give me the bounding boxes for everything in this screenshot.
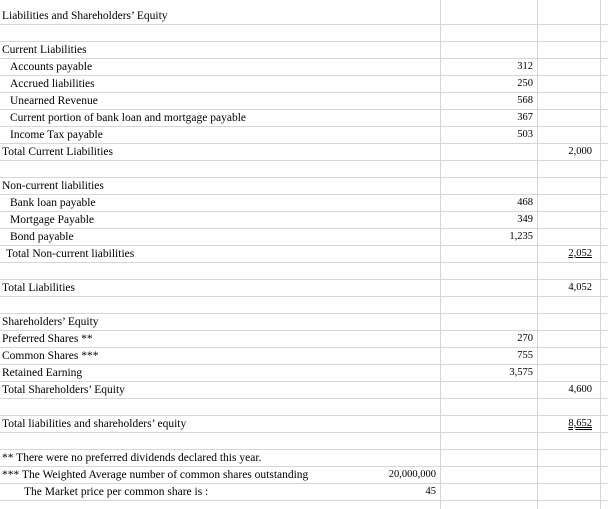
row-label[interactable]: Common Shares *** <box>2 350 99 362</box>
row-label[interactable]: Preferred Shares ** <box>2 333 93 345</box>
sheet-row[interactable] <box>0 399 608 416</box>
sheet-row[interactable] <box>0 467 608 484</box>
sheet-row[interactable] <box>0 484 608 501</box>
sheet-row[interactable] <box>0 416 608 433</box>
total-cell[interactable]: 2,000 <box>568 146 592 157</box>
total-cell[interactable]: 4,052 <box>568 282 592 293</box>
row-label[interactable]: Accounts payable <box>10 61 93 73</box>
sheet-row[interactable] <box>0 8 608 25</box>
row-label[interactable]: Shareholders’ Equity <box>2 316 99 328</box>
amount-cell[interactable]: 468 <box>517 197 533 208</box>
row-label[interactable]: Current portion of bank loan and mortgage payable <box>10 112 246 124</box>
amount-cell[interactable]: 503 <box>517 129 533 140</box>
amount-cell[interactable]: 568 <box>517 95 533 106</box>
sheet-row[interactable] <box>0 76 608 93</box>
amount-cell[interactable]: 270 <box>517 333 533 344</box>
amount-cell[interactable]: 349 <box>517 214 533 225</box>
sheet-row[interactable] <box>0 161 608 178</box>
amount-cell[interactable]: 367 <box>517 112 533 123</box>
sheet-row[interactable] <box>0 178 608 195</box>
sheet-row[interactable] <box>0 331 608 348</box>
info-value-cell[interactable]: 45 <box>425 486 436 497</box>
sheet-row[interactable] <box>0 433 608 450</box>
sheet-row[interactable] <box>0 314 608 331</box>
row-label[interactable]: Bond payable <box>10 231 74 243</box>
sheet-row[interactable] <box>0 280 608 297</box>
sheet-row[interactable] <box>0 144 608 161</box>
row-label[interactable]: Bank loan payable <box>10 197 96 209</box>
sheet-row[interactable] <box>0 93 608 110</box>
sheet-row[interactable] <box>0 42 608 59</box>
row-label[interactable]: Income Tax payable <box>10 129 103 141</box>
total-cell[interactable]: 2,052 <box>568 248 592 259</box>
row-label[interactable]: Non-current liabilities <box>2 180 104 192</box>
sheet-row[interactable] <box>0 127 608 144</box>
row-label[interactable]: Accrued liabilities <box>10 78 95 90</box>
amount-cell[interactable]: 755 <box>517 350 533 361</box>
sheet-row[interactable] <box>0 195 608 212</box>
row-label[interactable]: Total Current Liabilities <box>2 146 113 158</box>
row-label[interactable]: Current Liabilities <box>2 44 87 56</box>
sheet-row[interactable] <box>0 110 608 127</box>
sheet-row[interactable] <box>0 263 608 280</box>
row-label[interactable]: *** The Weighted Average number of common shares outstanding <box>2 469 309 481</box>
sheet-row[interactable] <box>0 297 608 314</box>
amount-cell[interactable]: 250 <box>517 78 533 89</box>
row-label[interactable]: The Market price per common share is : <box>24 486 209 498</box>
sheet-row[interactable] <box>0 25 608 42</box>
sheet-row[interactable] <box>0 229 608 246</box>
row-label[interactable]: Total Liabilities <box>2 282 75 294</box>
sheet-row[interactable] <box>0 365 608 382</box>
amount-cell[interactable]: 1,235 <box>509 231 533 242</box>
sheet-row[interactable] <box>0 59 608 76</box>
info-value-cell[interactable]: 20,000,000 <box>388 469 436 480</box>
amount-cell[interactable]: 3,575 <box>509 367 533 378</box>
row-label[interactable]: Total liabilities and shareholders’ equity <box>2 418 187 430</box>
row-label[interactable]: Unearned Revenue <box>10 95 98 107</box>
row-label[interactable]: Total Shareholders’ Equity <box>2 384 125 396</box>
sheet-row[interactable] <box>0 246 608 263</box>
total-cell[interactable]: 4,600 <box>568 384 592 395</box>
total-cell[interactable]: 8,652 <box>568 418 592 429</box>
sheet-row[interactable] <box>0 348 608 365</box>
row-label[interactable]: Mortgage Payable <box>10 214 94 226</box>
amount-cell[interactable]: 312 <box>517 61 533 72</box>
sheet-row[interactable] <box>0 382 608 399</box>
sheet-row[interactable] <box>0 450 608 467</box>
sheet-row[interactable] <box>0 212 608 229</box>
row-label[interactable]: Retained Earning <box>2 367 83 379</box>
row-label[interactable]: Total Non-current liabilities <box>6 248 135 260</box>
row-label[interactable]: Liabilities and Shareholders’ Equity <box>2 10 168 22</box>
row-label[interactable]: ** There were no preferred dividends declared this year. <box>2 452 262 464</box>
